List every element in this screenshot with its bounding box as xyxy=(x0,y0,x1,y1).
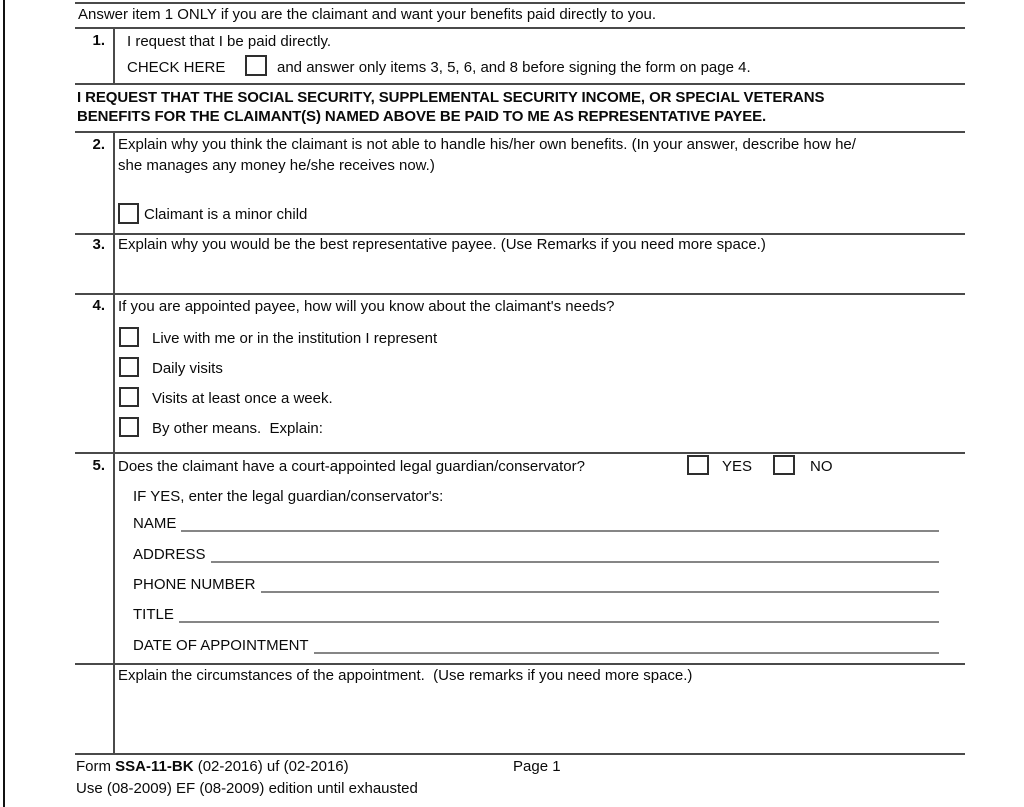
item4-number: 4. xyxy=(92,297,105,314)
live-with-me-label: Live with me or in the institution I represent xyxy=(152,330,438,347)
item3-answer-area[interactable] xyxy=(118,258,958,290)
item5-number: 5. xyxy=(92,457,105,474)
section-line-below-intro xyxy=(75,27,965,29)
live-with-me-checkbox[interactable] xyxy=(119,327,139,347)
section-line-below-item4 xyxy=(75,452,965,454)
no-checkbox[interactable] xyxy=(773,455,795,475)
yes-checkbox[interactable] xyxy=(687,455,709,475)
address-field-row xyxy=(133,545,939,563)
item3-question: Explain why you would be the best representative payee. (Use Remarks if you need more space.) xyxy=(118,236,766,253)
item2-question-line2: she manages any money he/she receives now.) xyxy=(118,157,435,174)
item2-question-line1: Explain why you think the claimant is not able to handle his/her own benefits. (In your answer, describe how he/ xyxy=(118,136,856,153)
daily-visits-checkbox[interactable] xyxy=(119,357,139,377)
title-field-label: TITLE xyxy=(133,606,174,623)
explain-circumstances-answer-area[interactable] xyxy=(118,690,958,750)
daily-visits-label: Daily visits xyxy=(152,360,223,377)
date-of-appointment-field-row xyxy=(133,636,939,654)
address-field-line[interactable] xyxy=(211,545,939,563)
name-field-line[interactable] xyxy=(181,514,939,532)
title-field-row xyxy=(133,605,939,623)
section-line-below-item2 xyxy=(75,233,965,235)
footer-form-number: SSA-11-BK xyxy=(115,758,194,775)
payee-declaration-line2: BENEFITS FOR THE CLAIMANT(S) NAMED ABOVE BE PAID TO ME AS REPRESENTATIVE PAYEE. xyxy=(77,108,767,125)
footer-edition-note: Use (08-2009) EF (08-2009) edition until exhausted xyxy=(76,780,418,797)
weekly-visits-checkbox[interactable] xyxy=(119,387,139,407)
footer-page-number: Page 1 xyxy=(513,758,561,775)
check-here-label: CHECK HERE xyxy=(127,59,226,76)
date-of-appointment-field-label: DATE OF APPOINTMENT xyxy=(133,637,309,654)
no-label: NO xyxy=(810,458,833,475)
section-line-above-footer xyxy=(75,753,965,755)
phone-number-field-row xyxy=(133,575,939,593)
item4-question: If you are appointed payee, how will you know about the claimant's needs? xyxy=(118,298,615,315)
intro-instruction: Answer item 1 ONLY if you are the claimant and want your benefits paid directly to you. xyxy=(78,6,657,23)
title-field-line[interactable] xyxy=(179,605,939,623)
footer-form-id xyxy=(76,758,349,775)
yes-label: YES xyxy=(722,458,753,475)
footer-form-prefix: Form xyxy=(76,758,116,775)
item5-question: Does the claimant have a court-appointed legal guardian/conservator? xyxy=(118,458,585,475)
date-of-appointment-field-line[interactable] xyxy=(314,636,939,654)
check-here-suffix: and answer only items 3, 5, 6, and 8 before signing the form on page 4. xyxy=(277,59,751,76)
section-line-below-item5 xyxy=(75,663,965,665)
section-line-below-item3 xyxy=(75,293,965,295)
weekly-visits-label: Visits at least once a week. xyxy=(152,390,333,407)
number-column-divider-item1 xyxy=(113,27,115,83)
page-left-border xyxy=(3,0,5,807)
other-means-checkbox[interactable] xyxy=(119,417,139,437)
section-line-top xyxy=(75,2,965,4)
item2-answer-area[interactable] xyxy=(118,178,958,202)
minor-child-checkbox[interactable] xyxy=(118,203,139,224)
item1-text: I request that I be paid directly. xyxy=(127,33,332,50)
footer-form-suffix: (02-2016) uf (02-2016) xyxy=(193,758,349,775)
minor-child-label: Claimant is a minor child xyxy=(144,206,308,223)
phone-number-field-label: PHONE NUMBER xyxy=(133,576,256,593)
phone-number-field-line[interactable] xyxy=(261,575,939,593)
number-column-divider-main xyxy=(113,131,115,753)
section-line-below-heading xyxy=(75,131,965,133)
if-yes-instruction: IF YES, enter the legal guardian/conservator's: xyxy=(133,488,444,505)
explain-circumstances-text: Explain the circumstances of the appointment. (Use remarks if you need more space.) xyxy=(118,667,693,684)
payee-declaration-line1: I REQUEST THAT THE SOCIAL SECURITY, SUPPLEMENTAL SECURITY INCOME, OR SPECIAL VETERANS xyxy=(77,89,825,106)
item2-number: 2. xyxy=(92,136,105,153)
name-field-row xyxy=(133,514,939,532)
item3-number: 3. xyxy=(92,236,105,253)
check-here-checkbox[interactable] xyxy=(245,55,267,76)
address-field-label: ADDRESS xyxy=(133,546,206,563)
item1-number: 1. xyxy=(92,32,105,49)
section-line-below-item1 xyxy=(75,83,965,85)
name-field-label: NAME xyxy=(133,515,177,532)
other-means-label: By other means. Explain: xyxy=(152,420,323,437)
